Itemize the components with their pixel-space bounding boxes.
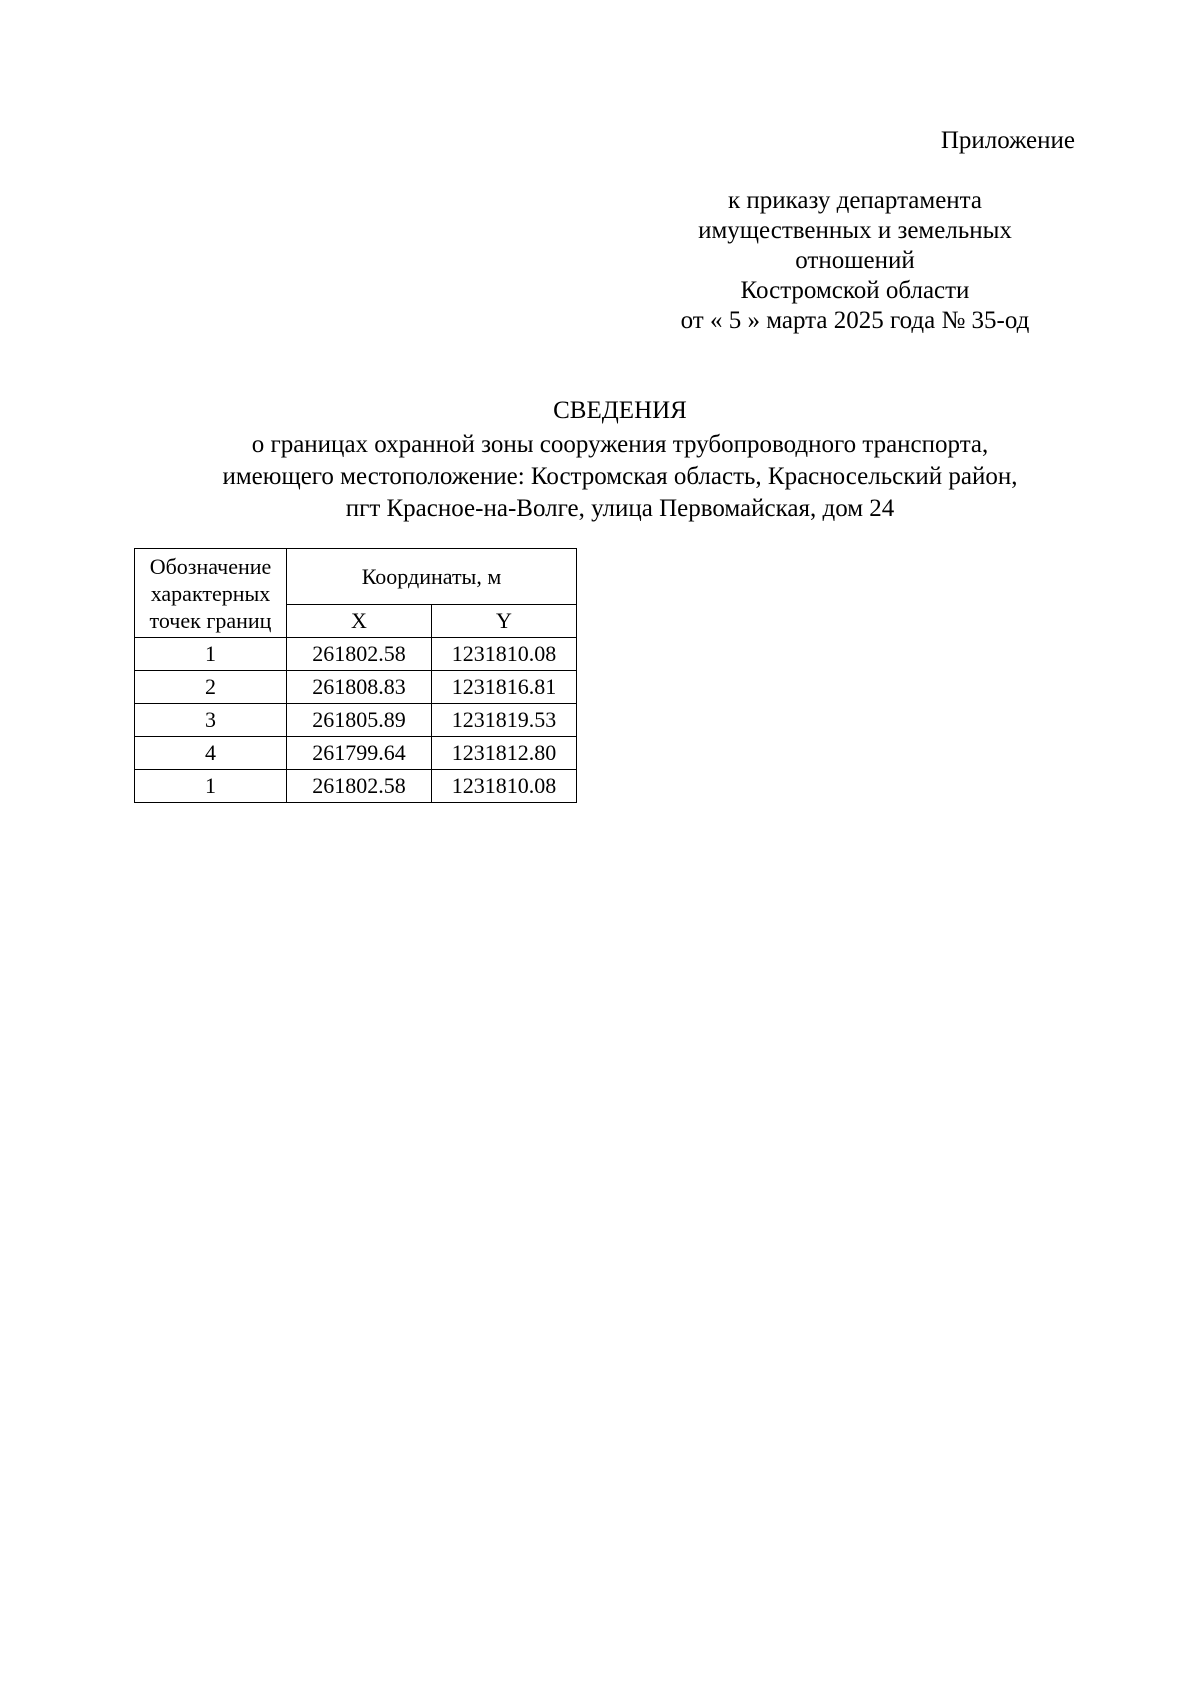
- cell-point: 4: [135, 737, 287, 770]
- cell-y: 1231816.81: [432, 671, 577, 704]
- cell-x: 261802.58: [287, 638, 432, 671]
- cell-y: 1231810.08: [432, 638, 577, 671]
- appendix-label: Приложение: [940, 127, 1075, 154]
- cell-x: 261808.83: [287, 671, 432, 704]
- order-ref-line: Костромской области: [740, 277, 970, 304]
- cell-point: 1: [135, 770, 287, 803]
- order-reference: [620, 186, 1090, 336]
- cell-y: 1231810.08: [432, 770, 577, 803]
- subtitle-line: имеющего местоположение: Костромская область, Красносельский район,: [222, 463, 1018, 490]
- header-point: Обозначение характерных точек границ: [135, 549, 287, 638]
- cell-y: 1231819.53: [432, 704, 577, 737]
- order-ref-line: от « 5 » марта 2025 года № 35-од: [680, 307, 1030, 334]
- header-y: Y: [432, 605, 577, 638]
- header-x: X: [287, 605, 432, 638]
- document-subtitle: [0, 429, 1200, 525]
- cell-point: 1: [135, 638, 287, 671]
- cell-point: 2: [135, 671, 287, 704]
- order-ref-line: имущественных и земельных: [698, 217, 1012, 244]
- order-ref-line: отношений: [795, 247, 915, 274]
- cell-y: 1231812.80: [432, 737, 577, 770]
- document-title: СВЕДЕНИЯ: [553, 397, 687, 424]
- subtitle-line: о границах охранной зоны сооружения трубопроводного транспорта,: [251, 431, 989, 458]
- order-ref-line: к приказу департамента: [727, 187, 983, 214]
- table-row: [135, 671, 577, 704]
- coordinates-table: [134, 548, 577, 803]
- table-row: [135, 737, 577, 770]
- subtitle-line: пгт Красное-на-Волге, улица Первомайская, дом 24: [345, 495, 895, 522]
- header-coordinates: Координаты, м: [287, 549, 577, 605]
- table-row: [135, 638, 577, 671]
- table-row: [135, 770, 577, 803]
- cell-point: 3: [135, 704, 287, 737]
- cell-x: 261805.89: [287, 704, 432, 737]
- cell-x: 261799.64: [287, 737, 432, 770]
- table-row: [135, 704, 577, 737]
- cell-x: 261802.58: [287, 770, 432, 803]
